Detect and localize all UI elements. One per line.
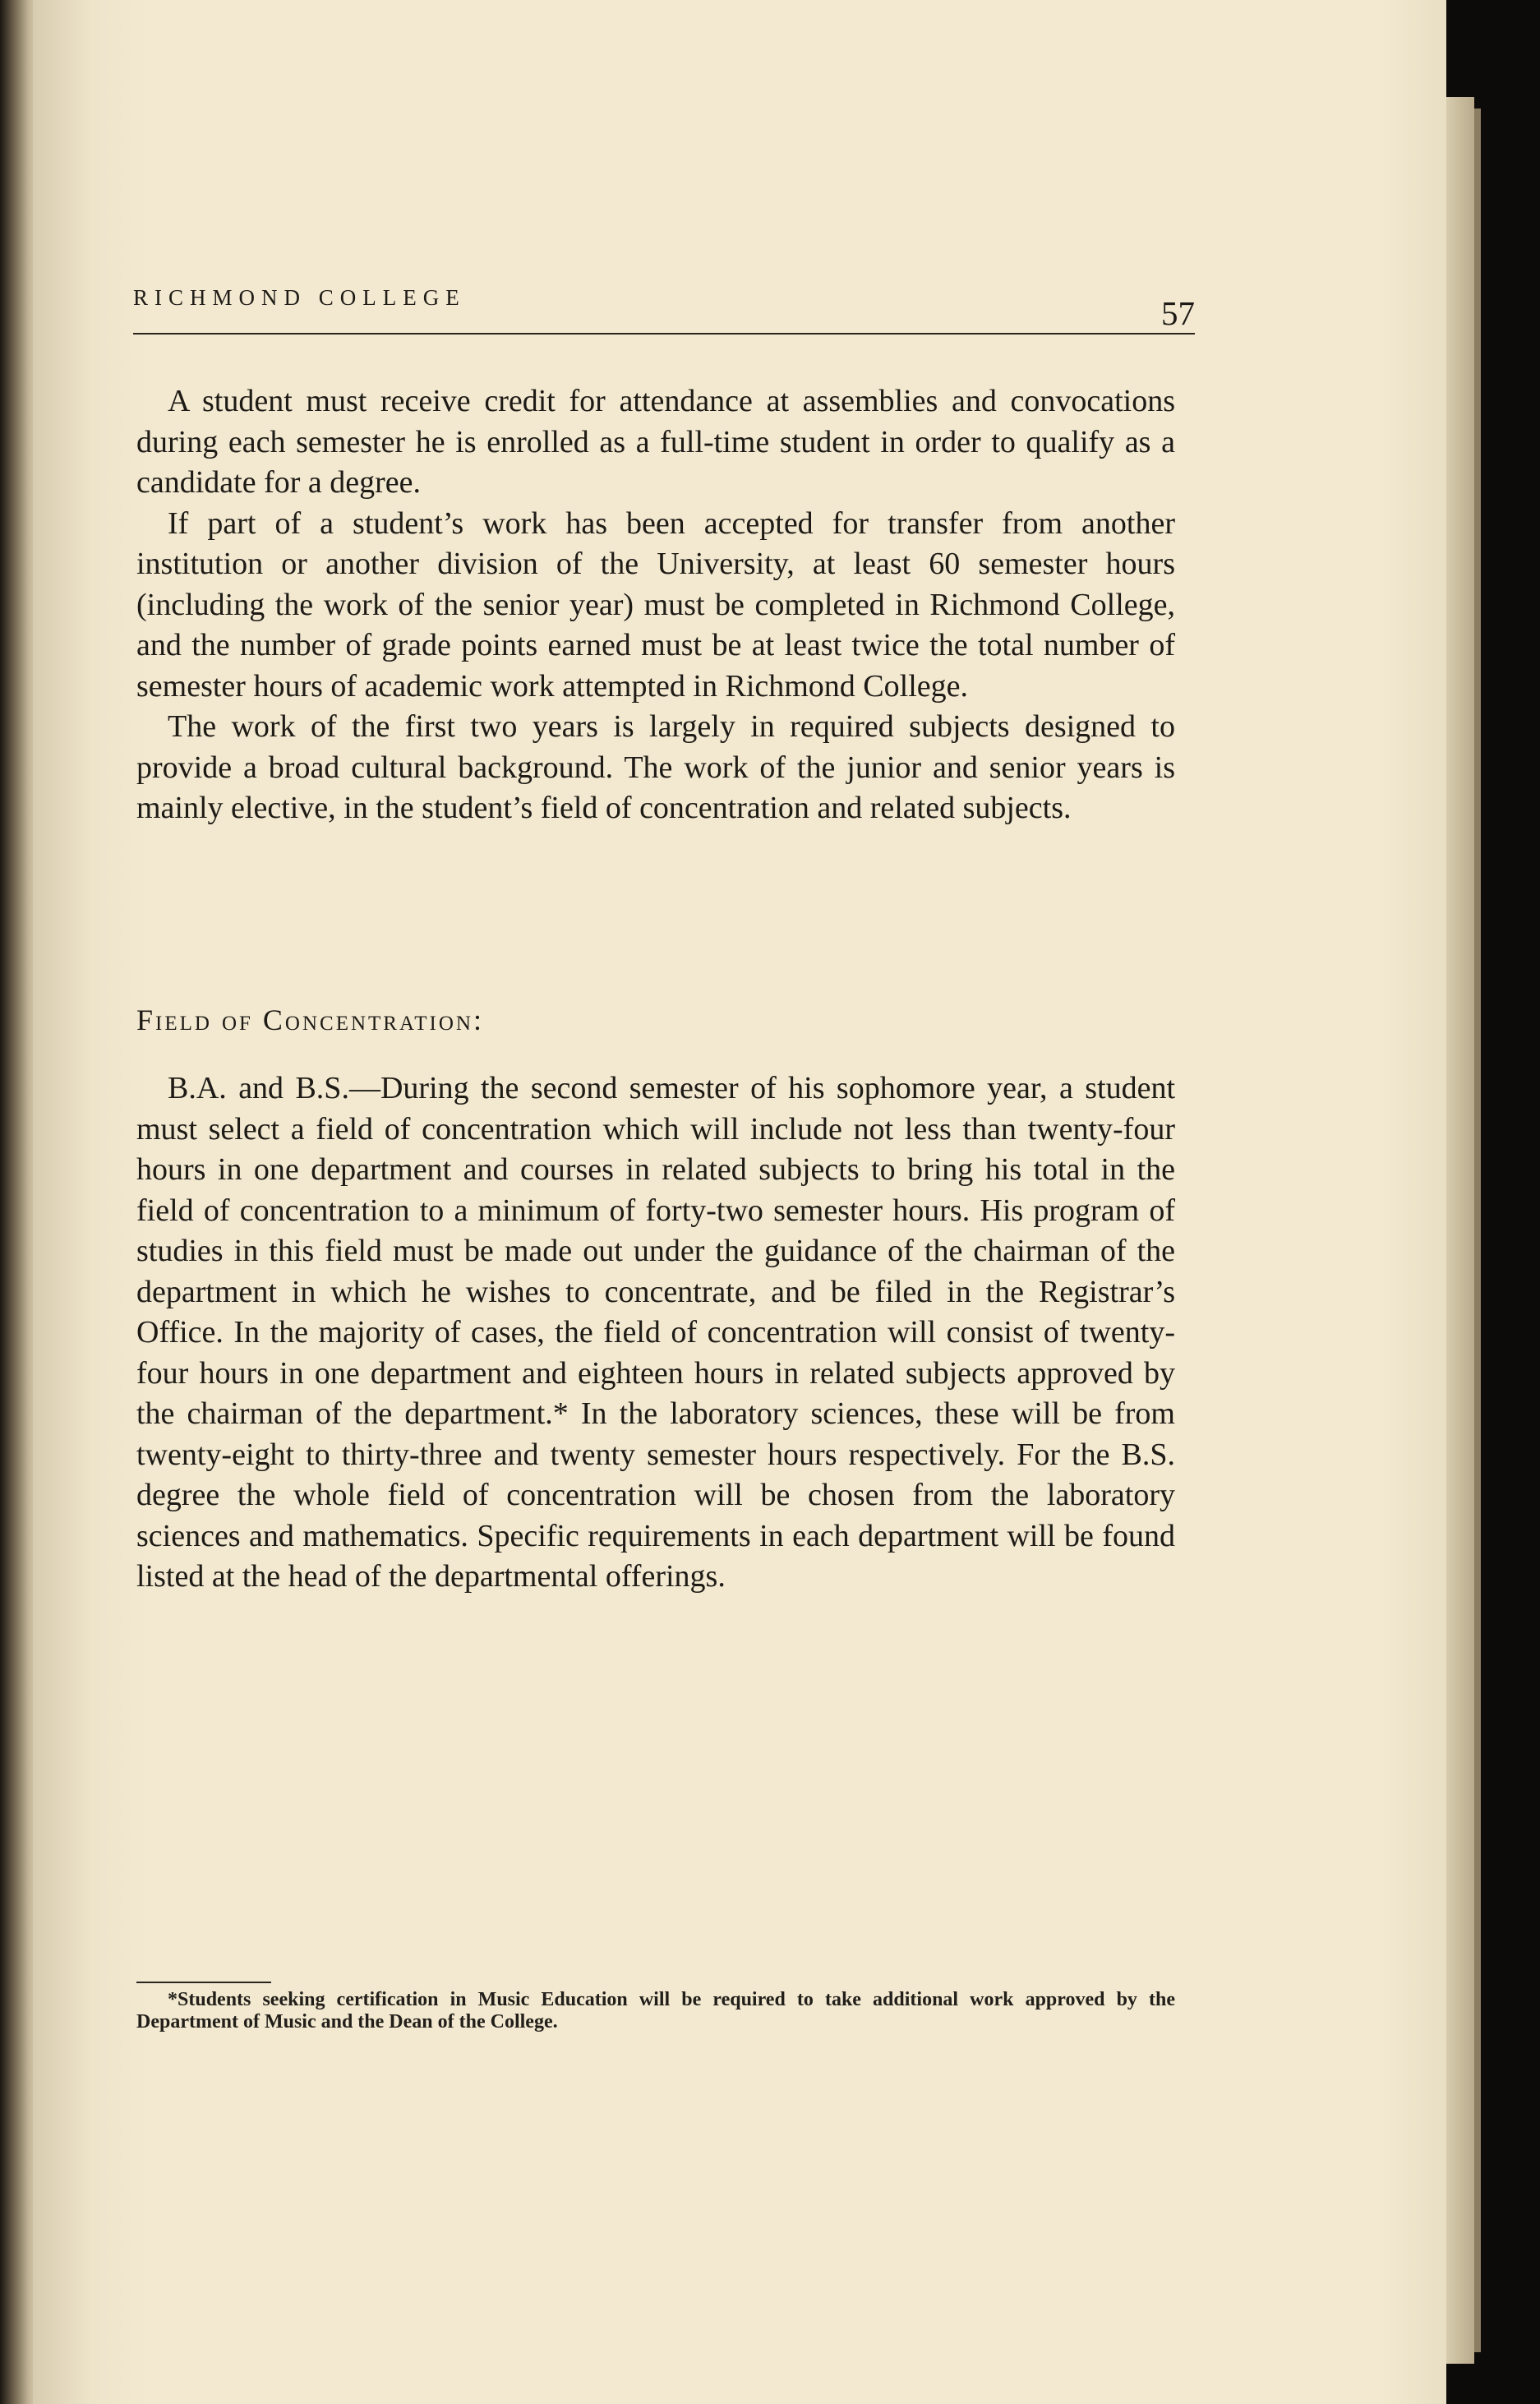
footnote-text: *Students seeking certification in Music Education will be required to take additional work approved by the Department of Music and the Dean of the College. <box>136 1989 1175 2033</box>
paragraph-first-two-years: The work of the first two years is largely in required subjects designed to provide a broad cultural background. The work of the junior and senior years is mainly elective, in the student’s field of concentration and related subjects. <box>136 709 1175 825</box>
running-head <box>133 284 1195 335</box>
footnote <box>136 1989 1175 2033</box>
cover-edge <box>1474 108 1481 2352</box>
page-edges <box>1446 97 1474 2364</box>
page-number: 57 <box>1161 294 1195 332</box>
paragraph-field-of-concentration: B.A. and B.S.—During the second semester of his sophomore year, a student must select a field of concentration which will include not less than twenty-four hours in one department and courses in related subjects to bring his total in the field of concentration to a minimum of forty-two semester hours. His program of studies in this field must be made out under the guidance of the chairman of the department in which he wishes to concentrate, and be filed in the Registrar’s Office. In the majority of cases, the field of concentration will consist of twenty-four hours in one department and eighteen hours in related subjects approved by the chairman of the department.* In the laboratory sciences, these will be from twenty-eight to thirty-three and twenty semester hours respectively. For the B.S. degree the whole field of concentration will be chosen from the laboratory sciences and mathematics. Specific requirements in each department will be found listed at the head of the departmental offerings. <box>136 1071 1175 1594</box>
paragraph-assemblies: A student must receive credit for attendance at assemblies and convocations during each semester he is enrolled as a full-time student in order to qualify as a candidate for a degree. <box>136 384 1175 500</box>
section-heading <box>136 1003 484 1037</box>
paragraph-transfer: If part of a student’s work has been accepted for transfer from another institution or another division of the University, at least 60 semester hours (including the work of the senior year) must be completed in Richmond College, and the number of grade points earned must be at least twice the total number of semester hours of academic work attempted in Richmond College. <box>136 505 1175 704</box>
section-body <box>136 1068 1175 1598</box>
body-text <box>136 381 1175 829</box>
running-head-title: RICHMOND COLLEGE <box>133 285 466 310</box>
section-heading-text: Field of Concentration: <box>136 1004 484 1036</box>
footnote-rule <box>136 1982 271 1983</box>
